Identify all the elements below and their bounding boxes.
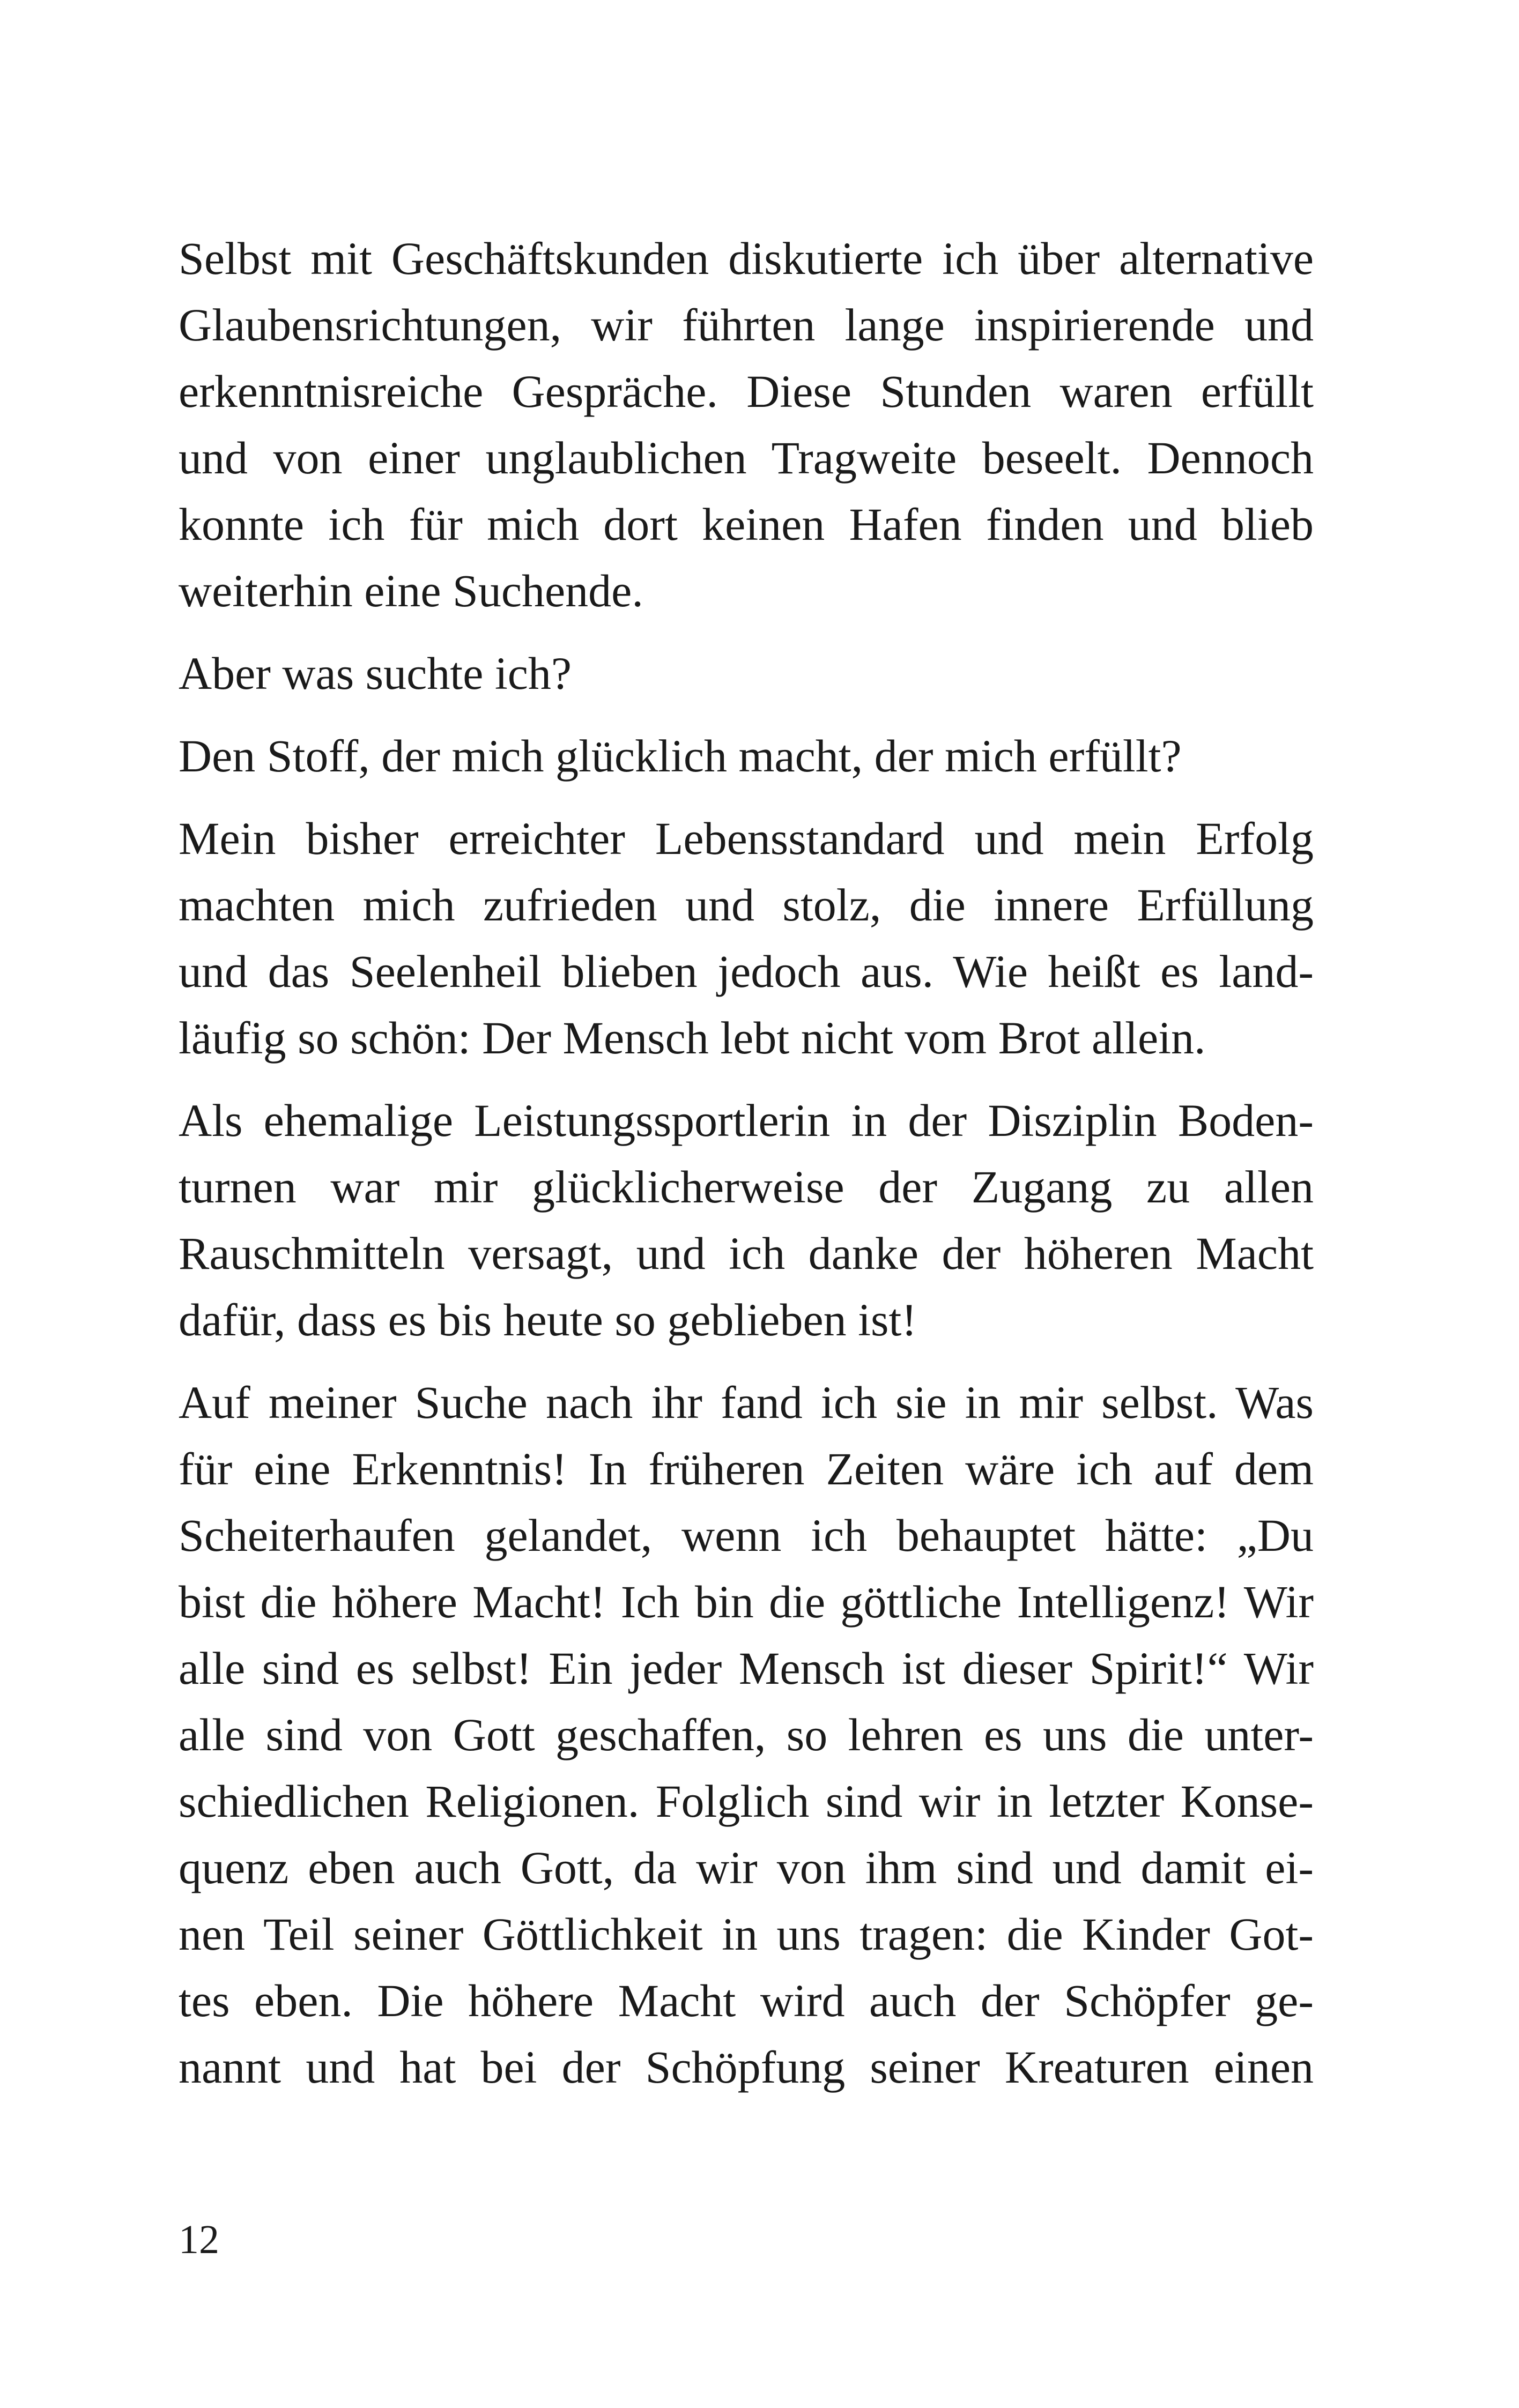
text-line: quenz eben auch Gott, da wir von ihm sind und damit ei- — [179, 1842, 1314, 1893]
text-line: Aber was suchte ich? — [179, 648, 572, 699]
text-line: Auf meiner Suche nach ihr fand ich sie in mir selbst. Was — [179, 1377, 1314, 1428]
text-line: dafür, dass es bis heute so geblieben ist! — [179, 1294, 917, 1346]
text-line: alle sind von Gott geschaffen, so lehren es uns die unter- — [179, 1709, 1314, 1760]
text-line: Selbst mit Geschäftskunden diskutierte ich über alternative — [179, 233, 1314, 284]
text-line: Rauschmitteln versagt, und ich danke der höheren Macht — [179, 1228, 1314, 1279]
text-line: und von einer unglaublichen Tragweite beseelt. Dennoch — [179, 432, 1314, 484]
text-line: Den Stoff, der mich glücklich macht, der mich erfüllt? — [179, 730, 1182, 782]
text-line: konnte ich für mich dort keinen Hafen finden und blieb — [179, 499, 1314, 550]
text-line: bist die höhere Macht! Ich bin die göttliche Intelligenz! Wir — [179, 1576, 1314, 1627]
text-line: alle sind es selbst! Ein jeder Mensch ist dieser Spirit!“ Wir — [179, 1643, 1314, 1694]
text-line: tes eben. Die höhere Macht wird auch der Schöpfer ge- — [179, 1975, 1314, 2026]
text-line: Glaubensrichtungen, wir führten lange inspirierende und — [179, 299, 1314, 351]
text-line: turnen war mir glücklicherweise der Zugang zu allen — [179, 1161, 1314, 1213]
text-line: läufig so schön: Der Mensch lebt nicht vom Brot allein. — [179, 1012, 1206, 1064]
text-line: und das Seelenheil blieben jedoch aus. Wie heißt es land- — [179, 946, 1314, 997]
text-line: schiedlichen Religionen. Folglich sind wir in letzter Konse- — [179, 1775, 1314, 1827]
text-line: Mein bisher erreichter Lebensstandard und mein Erfolg — [179, 813, 1314, 864]
text-line: erkenntnisreiche Gespräche. Diese Stunden waren erfüllt — [179, 366, 1314, 417]
page-number: 12 — [179, 2217, 219, 2262]
text-line: Als ehemalige Leistungssportlerin in der Disziplin Boden- — [179, 1095, 1314, 1146]
text-line: nen Teil seiner Göttlichkeit in uns tragen: die Kinder Got- — [179, 1908, 1314, 1960]
text-line: Scheiterhaufen gelandet, wenn ich behauptet hätte: „Du — [179, 1510, 1314, 1561]
text-line: für eine Erkenntnis! In früheren Zeiten wäre ich auf dem — [179, 1443, 1314, 1495]
text-line: weiterhin eine Suchende. — [179, 565, 643, 616]
text-line: nannt und hat bei der Schöpfung seiner Kreaturen einen — [179, 2041, 1314, 2093]
text-line: machten mich zufrieden und stolz, die innere Erfüllung — [179, 879, 1314, 931]
